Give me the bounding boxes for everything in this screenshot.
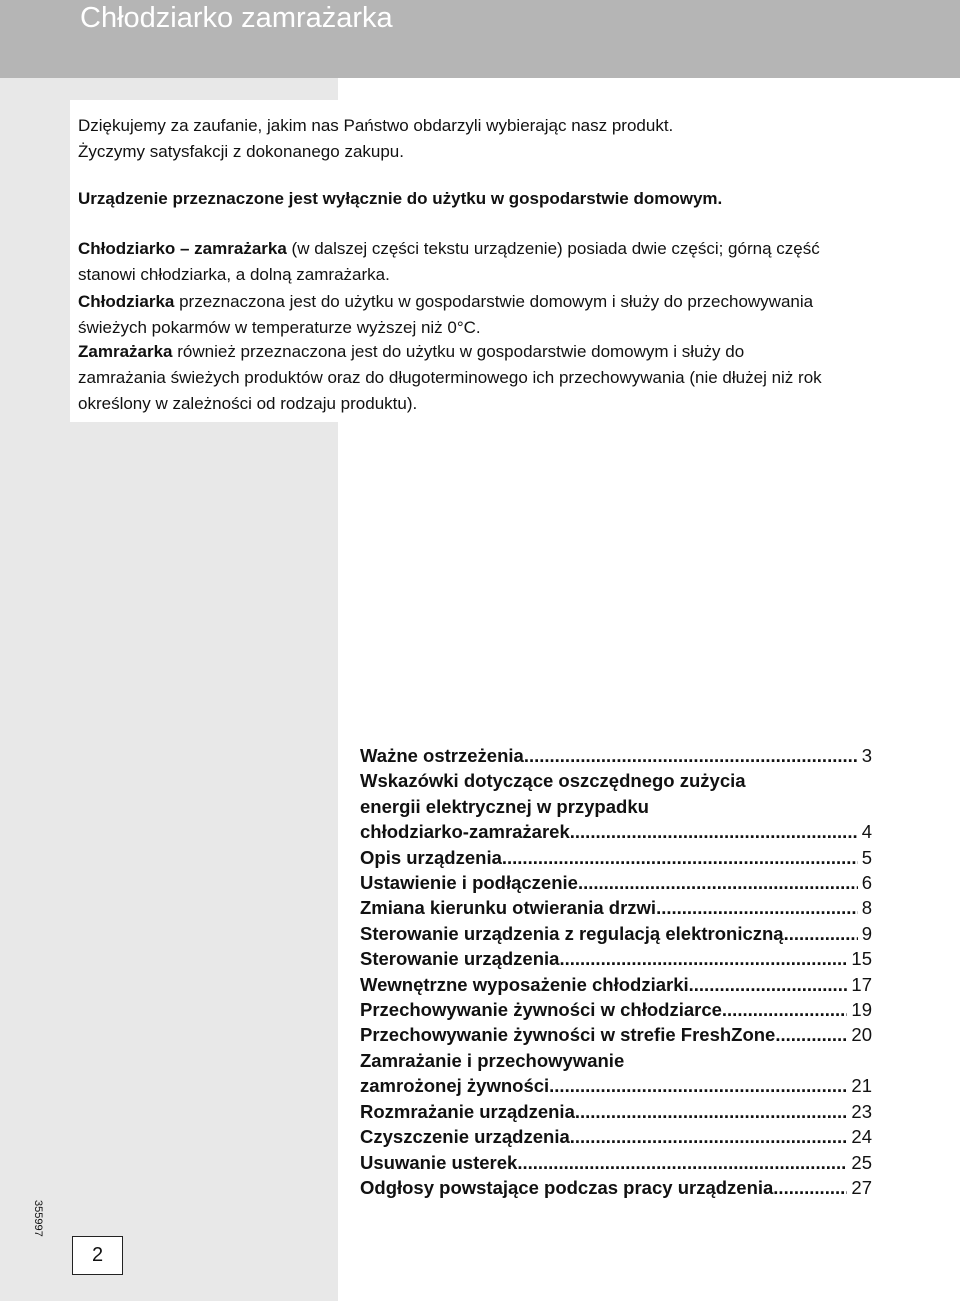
toc-item-page: 23 — [851, 1100, 872, 1122]
toc-item-installation[interactable] — [360, 870, 872, 895]
toc-leader-dots — [656, 895, 858, 920]
toc-item-energy-tips[interactable] — [360, 768, 872, 844]
toc-item-title: chłodziarko-zamrażarek — [360, 821, 570, 843]
toc-leader-dots — [559, 946, 847, 971]
toc-item-page: 27 — [851, 1176, 872, 1198]
intro-thanks-line1: Dziękujemy za zaufanie, jakim nas Państwo obdarzyli wybierając nasz produkt. — [78, 116, 674, 135]
toc-item-title: Czyszczenie urządzenia — [360, 1126, 570, 1148]
page-header — [0, 0, 960, 78]
toc-leader-dots — [689, 972, 848, 997]
intro-fridge-bold: Chłodziarka — [78, 292, 175, 311]
intro-description-bold: Chłodziarko – zamrażarka — [78, 239, 287, 258]
toc-leader-dots — [517, 1150, 847, 1175]
toc-item-electronic-control[interactable] — [360, 921, 872, 946]
page-number: 2 — [91, 1244, 104, 1266]
toc-item-noises[interactable] — [360, 1175, 872, 1200]
table-of-contents — [360, 743, 872, 1200]
toc-item-title-line1: Zamrażanie i przechowywanie — [360, 1049, 625, 1071]
toc-item-freezing[interactable] — [360, 1048, 872, 1099]
toc-leader-dots — [578, 870, 858, 895]
toc-item-interior-equipment[interactable] — [360, 972, 872, 997]
toc-item-page: 3 — [861, 745, 872, 766]
intro-description — [78, 236, 820, 288]
toc-leader-dots — [502, 845, 858, 870]
toc-item-title: Rozmrażanie urządzenia — [360, 1100, 575, 1122]
toc-leader-dots — [773, 1175, 847, 1200]
toc-item-food-storage[interactable] — [360, 997, 872, 1022]
page-number-box — [72, 1236, 123, 1275]
toc-item-defrosting[interactable] — [360, 1099, 872, 1124]
toc-leader-dots — [570, 819, 858, 844]
toc-item-page: 15 — [851, 948, 872, 970]
intro-freezer-line3: określony w zależności od rodzaju produktu). — [78, 394, 418, 413]
intro-description-line1: (w dalszej części tekstu urządzenie) posiada dwie części; górną część — [286, 239, 820, 258]
toc-item-troubleshooting[interactable] — [360, 1150, 872, 1175]
toc-item-title: Ważne ostrzeżenia — [360, 745, 524, 766]
toc-leader-dots — [575, 1099, 848, 1124]
intro-freezer — [78, 339, 822, 417]
toc-item-title: zamrożonej żywności — [360, 1075, 550, 1097]
toc-item-page: 25 — [851, 1151, 872, 1173]
toc-leader-dots — [784, 921, 858, 946]
toc-leader-dots — [775, 1022, 847, 1047]
toc-item-page: 17 — [851, 973, 872, 995]
toc-item-page: 9 — [861, 922, 872, 944]
intro-freezer-line2: zamrażania świeżych produktów oraz do długoterminowego ich przechowywania (nie dłużej niż rok — [78, 368, 822, 387]
toc-item-title: Wewnętrzne wyposażenie chłodziarki — [360, 973, 689, 995]
toc-item-page: 21 — [851, 1075, 872, 1097]
intro-description-line2: stanowi chłodziarka, a dolną zamrażarka. — [78, 265, 390, 284]
toc-item-door-reversal[interactable] — [360, 895, 872, 920]
toc-leader-dots — [524, 743, 858, 768]
toc-item-title: Usuwanie usterek — [360, 1151, 518, 1173]
toc-item-title: Przechowywanie żywności w strefie FreshZone — [360, 1024, 776, 1046]
page-title: Chłodziarko zamrażarka — [80, 2, 393, 34]
toc-item-page: 5 — [861, 846, 872, 868]
toc-leader-dots — [549, 1073, 847, 1098]
toc-item-title: Przechowywanie żywności w chłodziarce — [360, 999, 722, 1021]
document-code: 355997 — [32, 1200, 44, 1237]
toc-item-page: 24 — [851, 1126, 872, 1148]
toc-item-page: 20 — [851, 1024, 872, 1046]
intro-thanks — [78, 113, 673, 165]
toc-item-page: 8 — [861, 897, 872, 919]
toc-item-title: Opis urządzenia — [360, 846, 502, 868]
toc-item-cleaning[interactable] — [360, 1124, 872, 1149]
toc-item-freshzone[interactable] — [360, 1022, 872, 1047]
intro-purpose — [78, 186, 722, 212]
intro-freezer-line1: również przeznaczona jest do użytku w gospodarstwie domowym i służy do — [172, 342, 745, 361]
toc-item-page: 6 — [861, 872, 872, 894]
toc-item-title: Sterowanie urządzenia z regulacją elektroniczną — [360, 922, 784, 944]
toc-item-title: Sterowanie urządzenia — [360, 948, 560, 970]
toc-item-title-line1: Wskazówki dotyczące oszczędnego zużycia — [360, 770, 746, 792]
intro-fridge-line2: świeżych pokarmów w temperaturze wyższej niż 0°C. — [78, 318, 481, 337]
toc-item-warnings[interactable] — [360, 743, 872, 768]
toc-leader-dots — [722, 997, 848, 1022]
toc-item-page: 19 — [851, 999, 872, 1021]
intro-freezer-bold: Zamrażarka — [78, 342, 173, 361]
toc-item-page: 4 — [861, 821, 872, 843]
intro-fridge-line1: przeznaczona jest do użytku w gospodarstwie domowym i służy do przechowywania — [174, 292, 814, 311]
toc-item-title: Odgłosy powstające podczas pracy urządzenia — [360, 1176, 774, 1198]
toc-item-title: Zmiana kierunku otwierania drzwi — [360, 897, 657, 919]
toc-item-title: Ustawienie i podłączenie — [360, 872, 578, 894]
toc-item-title-line2: energii elektrycznej w przypadku — [360, 795, 649, 817]
intro-purpose-text: Urządzenie przeznaczone jest wyłącznie do użytku w gospodarstwie domowym. — [78, 189, 723, 208]
intro-fridge — [78, 289, 813, 341]
intro-thanks-line2: Życzymy satysfakcji z dokonanego zakupu. — [78, 142, 404, 161]
toc-leader-dots — [570, 1124, 848, 1149]
toc-item-control[interactable] — [360, 946, 872, 971]
toc-item-description[interactable] — [360, 845, 872, 870]
